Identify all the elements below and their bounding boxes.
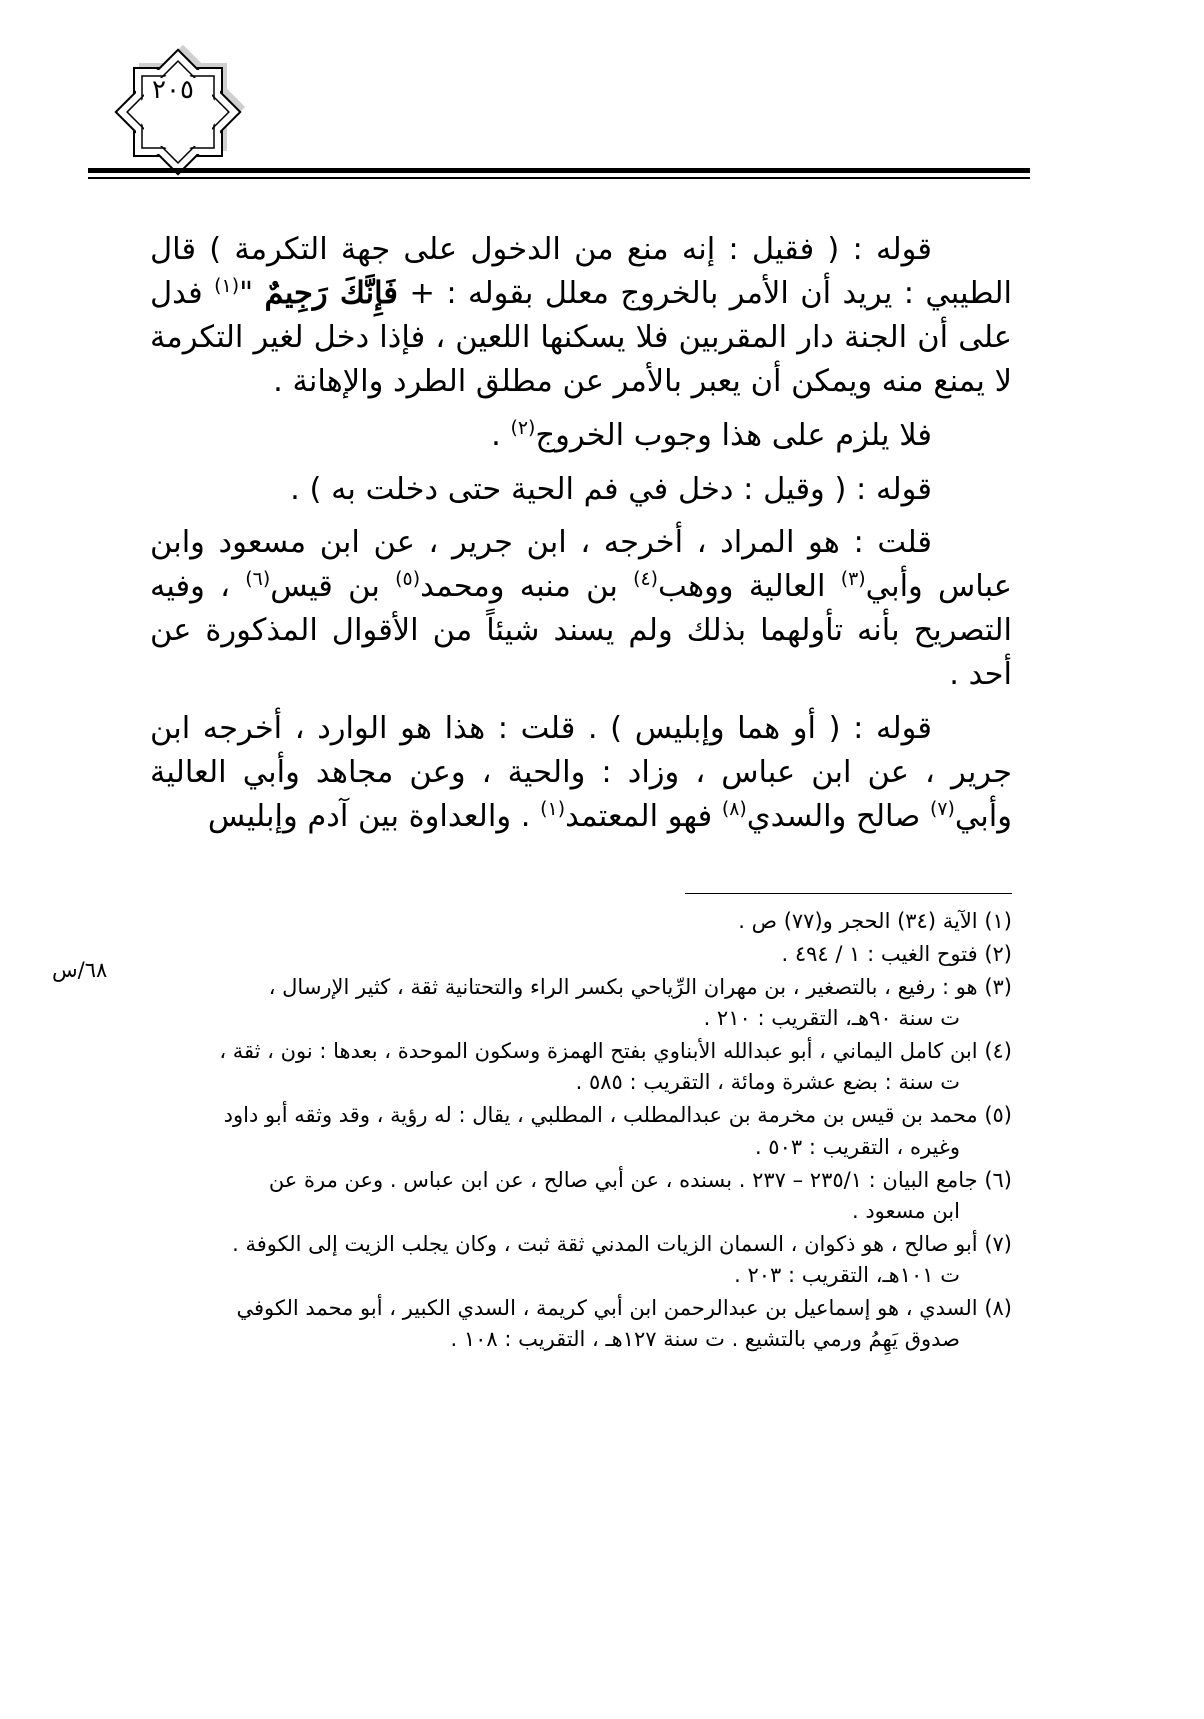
header-rule-thin <box>88 177 1030 179</box>
footnote-number: (٦) <box>977 1167 1012 1192</box>
footnotes <box>150 906 1012 1357</box>
footnote-text: أبو صالح ، هو ذكوان ، السمان الزيات المدني ثقة ثبت ، وكان يجلب الزيت إلى الكوفة . <box>232 1231 978 1256</box>
footnote-number: (٥) <box>977 1103 1012 1128</box>
footnote-text: فتوح الغيب : ١ / ٤٩٤ . <box>781 942 978 967</box>
paragraph <box>150 414 1012 458</box>
text-run: قوله : ( وقيل : دخل في فم الحية حتى دخلت به ) . <box>290 471 932 507</box>
paragraph <box>150 228 1012 404</box>
footnote-text: الآية (٣٤) الحجر و(٧٧) ص . <box>738 909 978 933</box>
footnote-ref: (٨) <box>721 797 747 820</box>
page-number: ٢٠٥ <box>152 75 194 105</box>
paragraph <box>150 521 1012 697</box>
paragraph <box>150 468 1012 512</box>
footnote <box>150 939 1012 970</box>
footnote-number: (١) <box>977 909 1012 933</box>
footnote-text: ابن مسعود . <box>851 1198 960 1223</box>
page-number-badge <box>108 42 248 182</box>
footnote <box>150 1229 1012 1291</box>
footnote <box>150 1036 1012 1098</box>
text-run: بن قيس <box>270 569 396 605</box>
text-run: . <box>491 417 511 453</box>
footnote <box>150 1165 1012 1227</box>
text-run: . والعداوة بين آدم وإبليس <box>207 798 541 834</box>
footnote-separator <box>685 893 1012 894</box>
text-run: صالح والسدي <box>746 798 930 834</box>
main-text <box>150 228 1012 849</box>
footnote-text: السدي ، هو إسماعيل بن عبدالرحمن ابن أبي كريمة ، السدي الكبير ، أبو محمد الكوفي <box>236 1295 978 1320</box>
text-run: فدل على أن الجنة دار المقربين فلا يسكنها اللعين ، فإذا دخل لغير التكرمة لا يمنع منه ويمكن أن يعبر بالأمر عن مطلق الطرد والإهانة . <box>150 275 1012 399</box>
header-rule-thick <box>88 168 1030 173</box>
footnote-text: ت سنة : بضع عشرة ومائة ، التقريب : ٥٨٥ . <box>575 1070 960 1095</box>
footnote-number: (٧) <box>977 1231 1012 1256</box>
footnote-ref: (٥) <box>395 568 421 591</box>
footnote-number: (٣) <box>977 975 1012 1000</box>
text-run: قوله : ( أو هما وإبليس ) . قلت : هذا هو الوارد ، أخرجه ابن جرير ، عن ابن عباس ، وزاد : والحية ، وعن مجاهد وأبي العالية وأبي <box>150 711 1012 834</box>
text-run: فهو المعتمد <box>565 798 722 834</box>
footnote-number: (٢) <box>977 942 1012 967</box>
footnote-ref: (١) <box>540 797 566 820</box>
text-run: العالية ووهب <box>658 569 841 605</box>
octagram-frame-icon <box>108 42 248 182</box>
footnote <box>150 1293 1012 1355</box>
text-run: بن منبه ومحمد <box>420 569 634 605</box>
footnote-number: (٤) <box>977 1039 1012 1064</box>
quran-quote: فَإِنَّكَ رَجِيمٌ <box>264 274 399 311</box>
footnote-text: صدوق يَهِمُ ورمي بالتشيع . ت سنة ١٢٧هـ ، التقريب : ١٠٨ . <box>450 1327 960 1352</box>
footnote <box>150 972 1012 1034</box>
footnote-ref: (٢) <box>510 416 536 439</box>
footnote-text: جامع البيان : ٢٣٥/١ – ٢٣٧ . بسنده ، عن أبي صالح ، عن ابن عباس . وعن مرة عن <box>268 1167 978 1192</box>
footnote-ref: (٦) <box>245 568 271 591</box>
footnote-text: هو : رفيع ، بالتصغير ، بن مهران الرِّياحي بكسر الراء والتحتانية ثقة ، كثير الإرسال ، <box>268 975 978 1000</box>
footnote-number: (٨) <box>977 1295 1012 1320</box>
footnote-ref: (٧) <box>929 797 955 820</box>
paragraph <box>150 707 1012 839</box>
footnote <box>150 906 1012 937</box>
footnote <box>150 1100 1012 1162</box>
footnote-text: ابن كامل اليماني ، أبو عبدالله الأبناوي بفتح الهمزة وسكون الموحدة ، بعدها : نون ، ثقة ، <box>219 1039 978 1064</box>
footnote-text: ت ١٠١هـ، التقريب : ٢٠٣ . <box>734 1262 960 1287</box>
footnote-ref: (١) <box>214 274 240 297</box>
text-run: ، وفيه التصريح بأنه تأولهما بذلك ولم يسند شيئاً من الأقوال المذكورة عن أحد . <box>150 569 1012 693</box>
footnote-text: ت سنة ٩٠هـ، التقريب : ٢١٠ . <box>703 1006 960 1031</box>
text-run: قلت : هو المراد ، أخرجه ، ابن جرير ، عن ابن مسعود وابن عباس وأبي <box>150 525 1012 605</box>
footnote-text: محمد بن قيس بن مخرمة بن عبدالمطلب ، المطلبي ، يقال : له رؤية ، وقد وثقه أبو داود <box>223 1103 978 1128</box>
text-run: فلا يلزم على هذا وجوب الخروج <box>535 417 932 453</box>
footnote-ref: (٤) <box>633 568 659 591</box>
footnote-ref: (٣) <box>840 568 866 591</box>
text-run: " <box>239 275 265 311</box>
text-run: قوله : ( فقيل : إنه منع من الدخول على جهة التكرمة ) قال الطيبي : يريد أن الأمر بالخروج معلل بقوله : + <box>150 232 1012 311</box>
footnote-text: وغيره ، التقريب : ٥٠٣ . <box>754 1134 960 1159</box>
margin-note: ٦٨/س <box>52 958 108 982</box>
